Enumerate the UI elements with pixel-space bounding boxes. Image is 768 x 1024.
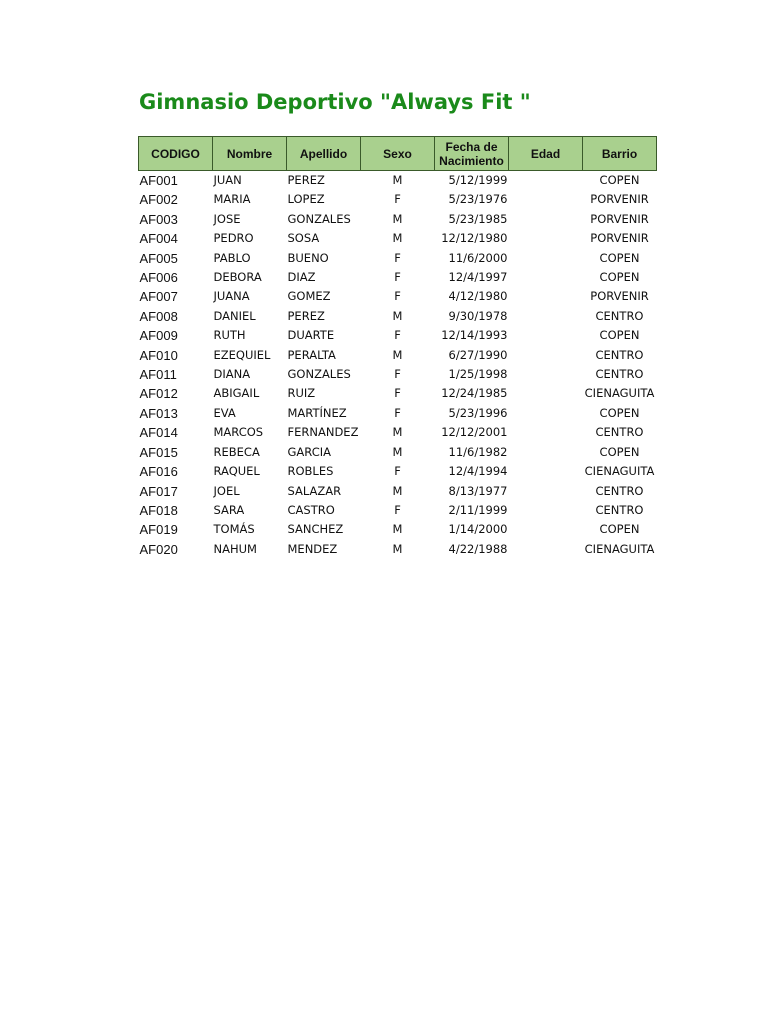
column-header-barrio: Barrio — [583, 137, 657, 171]
cell-barrio: PORVENIR — [590, 289, 649, 304]
cell-codigo: AF016 — [139, 464, 178, 480]
cell-fecha-nacimiento: 6/27/1990 — [448, 347, 508, 362]
cell-barrio: CIENAGUITA — [584, 541, 655, 556]
cell-edad — [509, 520, 583, 539]
cell-nombre: EVA — [213, 405, 236, 420]
cell-codigo: AF007 — [139, 289, 178, 305]
cell-sexo: F — [394, 405, 401, 420]
cell-edad — [509, 501, 583, 520]
cell-edad — [509, 171, 583, 191]
cell-nombre: JOEL — [213, 483, 240, 498]
cell-edad — [509, 423, 583, 442]
cell-edad — [509, 365, 583, 384]
cell-nombre: JUANA — [213, 289, 250, 304]
cell-sexo: M — [392, 347, 403, 362]
cell-barrio: COPEN — [599, 522, 640, 537]
cell-nombre: SARA — [213, 502, 245, 517]
cell-apellido: MARTÍNEZ — [287, 405, 347, 420]
cell-codigo: AF015 — [139, 444, 178, 460]
cell-barrio: CENTRO — [595, 367, 644, 382]
table-row — [139, 249, 657, 268]
table-row — [139, 307, 657, 326]
table-row — [139, 384, 657, 403]
table-row — [139, 423, 657, 442]
cell-barrio: CENTRO — [595, 347, 644, 362]
cell-apellido: MENDEZ — [287, 541, 338, 556]
cell-codigo: AF017 — [139, 483, 178, 499]
cell-codigo: AF010 — [139, 347, 178, 363]
cell-sexo: M — [392, 522, 403, 537]
cell-sexo: F — [394, 367, 401, 382]
cell-barrio: PORVENIR — [590, 211, 649, 226]
cell-nombre: MARCOS — [213, 425, 264, 440]
cell-fecha-nacimiento: 12/4/1994 — [448, 464, 508, 479]
cell-fecha-nacimiento: 11/6/1982 — [448, 444, 508, 459]
table-row — [139, 365, 657, 384]
cell-fecha-nacimiento: 12/24/1985 — [441, 386, 508, 401]
cell-nombre: PEDRO — [213, 231, 254, 246]
table-row — [139, 346, 657, 365]
table-row — [139, 287, 657, 306]
cell-nombre: TOMÁS — [213, 522, 255, 537]
cell-fecha-nacimiento: 11/6/2000 — [448, 250, 508, 265]
cell-apellido: FERNANDEZ — [287, 425, 359, 440]
table-row — [139, 268, 657, 287]
cell-apellido: BUENO — [287, 250, 329, 265]
cell-sexo: F — [394, 386, 401, 401]
cell-codigo: AF008 — [139, 308, 178, 324]
cell-nombre: DEBORA — [213, 270, 262, 285]
column-header-nombre: Nombre — [213, 137, 287, 171]
cell-apellido: GARCIA — [287, 444, 331, 459]
cell-apellido: SOSA — [287, 231, 320, 246]
cell-sexo: M — [392, 231, 403, 246]
cell-sexo: M — [392, 425, 403, 440]
cell-edad — [509, 443, 583, 462]
column-header-codigo: CODIGO — [139, 137, 213, 171]
table-row — [139, 520, 657, 539]
cell-nombre: ABIGAIL — [213, 386, 260, 401]
cell-sexo: F — [394, 250, 401, 265]
cell-nombre: RUTH — [213, 328, 246, 343]
cell-apellido: SALAZAR — [287, 483, 342, 498]
table-row — [139, 190, 657, 209]
cell-edad — [509, 190, 583, 209]
table-row — [139, 229, 657, 248]
cell-fecha-nacimiento: 12/4/1997 — [448, 270, 508, 285]
cell-codigo: AF019 — [139, 522, 178, 538]
cell-barrio: CIENAGUITA — [584, 464, 655, 479]
cell-codigo: AF005 — [139, 250, 178, 266]
cell-nombre: PABLO — [213, 250, 251, 265]
cell-nombre: NAHUM — [213, 541, 257, 556]
members-table — [138, 136, 657, 559]
cell-sexo: F — [394, 270, 401, 285]
cell-edad — [509, 210, 583, 229]
cell-nombre: DANIEL — [213, 308, 256, 323]
cell-barrio: COPEN — [599, 173, 640, 187]
cell-barrio: CENTRO — [595, 502, 644, 517]
table-row — [139, 443, 657, 462]
cell-apellido: DUARTE — [287, 328, 335, 343]
table-row — [139, 404, 657, 423]
table-row — [139, 171, 657, 191]
cell-barrio: CENTRO — [595, 425, 644, 440]
cell-edad — [509, 346, 583, 365]
cell-codigo: AF006 — [139, 270, 178, 286]
cell-barrio: COPEN — [599, 270, 640, 285]
cell-sexo: F — [394, 192, 401, 207]
cell-barrio: CIENAGUITA — [584, 386, 655, 401]
cell-fecha-nacimiento: 5/23/1996 — [448, 405, 508, 420]
cell-edad — [509, 384, 583, 403]
cell-nombre: REBECA — [213, 444, 260, 459]
cell-edad — [509, 404, 583, 423]
column-header-sexo: Sexo — [361, 137, 435, 171]
cell-nombre: EZEQUIEL — [213, 347, 271, 362]
cell-codigo: AF004 — [139, 231, 178, 247]
cell-edad — [509, 249, 583, 268]
cell-fecha-nacimiento: 5/23/1985 — [448, 211, 508, 226]
table-row — [139, 540, 657, 559]
header-row — [139, 137, 657, 171]
cell-nombre: DIANA — [213, 367, 251, 382]
cell-codigo: AF013 — [139, 405, 178, 421]
cell-codigo: AF003 — [139, 211, 178, 227]
cell-apellido: ROBLES — [287, 464, 334, 479]
table-row — [139, 482, 657, 501]
cell-apellido: CASTRO — [287, 502, 335, 517]
cell-sexo: M — [392, 308, 403, 323]
cell-sexo: F — [394, 328, 401, 343]
cell-apellido: PEREZ — [287, 308, 325, 323]
cell-nombre: RAQUEL — [213, 464, 260, 479]
cell-codigo: AF012 — [139, 386, 178, 402]
cell-edad — [509, 229, 583, 248]
cell-sexo: M — [392, 541, 403, 556]
cell-fecha-nacimiento: 12/12/2001 — [441, 425, 508, 440]
cell-sexo: F — [394, 464, 401, 479]
cell-apellido: GOMEZ — [287, 289, 331, 304]
cell-barrio: PORVENIR — [590, 231, 649, 246]
cell-fecha-nacimiento: 4/22/1988 — [448, 541, 508, 556]
cell-apellido: GONZALES — [287, 367, 351, 382]
cell-barrio: CENTRO — [595, 308, 644, 323]
cell-barrio: CENTRO — [595, 483, 644, 498]
cell-sexo: M — [392, 483, 403, 498]
cell-codigo: AF014 — [139, 425, 178, 441]
table-header — [139, 137, 657, 171]
cell-fecha-nacimiento: 5/23/1976 — [448, 192, 508, 207]
cell-fecha-nacimiento: 1/14/2000 — [448, 522, 508, 537]
column-header-apellido: Apellido — [287, 137, 361, 171]
cell-nombre: MARIA — [213, 192, 251, 207]
cell-edad — [509, 287, 583, 306]
table-row — [139, 462, 657, 481]
cell-edad — [509, 540, 583, 559]
cell-barrio: COPEN — [599, 444, 640, 459]
cell-fecha-nacimiento: 5/12/1999 — [448, 173, 508, 187]
cell-barrio: COPEN — [599, 405, 640, 420]
table-row — [139, 210, 657, 229]
cell-fecha-nacimiento: 2/11/1999 — [448, 502, 508, 517]
cell-edad — [509, 462, 583, 481]
cell-apellido: PEREZ — [287, 173, 325, 187]
cell-nombre: JUAN — [213, 173, 242, 187]
cell-apellido: GONZALES — [287, 211, 351, 226]
cell-fecha-nacimiento: 4/12/1980 — [448, 289, 508, 304]
cell-barrio: COPEN — [599, 250, 640, 265]
page-title: Gimnasio Deportivo "Always Fit " — [139, 90, 531, 114]
column-header-fecha-nacimiento: Fecha de Nacimiento — [435, 137, 509, 171]
cell-sexo: F — [394, 502, 401, 517]
cell-sexo: M — [392, 211, 403, 226]
cell-apellido: RUIZ — [287, 386, 316, 401]
cell-fecha-nacimiento: 12/12/1980 — [441, 231, 508, 246]
cell-edad — [509, 268, 583, 287]
cell-fecha-nacimiento: 8/13/1977 — [448, 483, 508, 498]
cell-edad — [509, 482, 583, 501]
cell-sexo: F — [394, 289, 401, 304]
cell-edad — [509, 307, 583, 326]
cell-apellido: PERALTA — [287, 347, 336, 362]
cell-sexo: M — [392, 444, 403, 459]
cell-codigo: AF020 — [139, 541, 178, 557]
cell-sexo: M — [392, 173, 403, 187]
cell-barrio: COPEN — [599, 328, 640, 343]
table-row — [139, 326, 657, 345]
cell-nombre: JOSE — [213, 211, 241, 226]
table-body — [139, 171, 657, 560]
cell-barrio: PORVENIR — [590, 192, 649, 207]
cell-codigo: AF002 — [139, 192, 178, 208]
cell-apellido: LOPEZ — [287, 192, 325, 207]
cell-fecha-nacimiento: 12/14/1993 — [441, 328, 508, 343]
cell-codigo: AF018 — [139, 502, 178, 518]
cell-fecha-nacimiento: 1/25/1998 — [448, 367, 508, 382]
cell-codigo: AF011 — [139, 367, 177, 383]
cell-edad — [509, 326, 583, 345]
cell-codigo: AF001 — [139, 173, 178, 188]
column-header-edad: Edad — [509, 137, 583, 171]
cell-codigo: AF009 — [139, 328, 178, 344]
table-row — [139, 501, 657, 520]
cell-fecha-nacimiento: 9/30/1978 — [448, 308, 508, 323]
cell-apellido: DIAZ — [287, 270, 316, 285]
cell-apellido: SANCHEZ — [287, 522, 344, 537]
